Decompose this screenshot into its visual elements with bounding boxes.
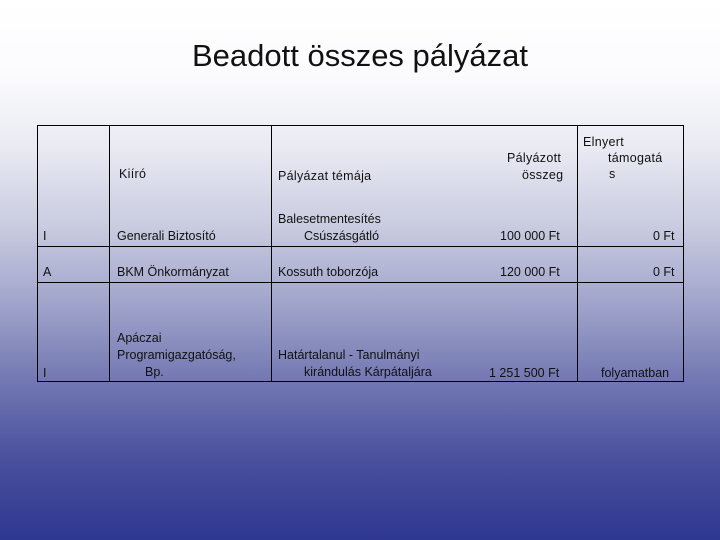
slide-title: Beadott összes pályázat <box>191 38 529 73</box>
cell-kiiro-line3: Bp. <box>145 365 164 379</box>
cell-kiiro-line1: Apáczai <box>117 331 162 345</box>
cell-osszeg: 100 000 Ft <box>500 229 560 243</box>
cell-tema-line2: kirándulás Kárpátaljára <box>304 365 432 379</box>
cell-tema-line1: Balesetmentesítés <box>278 212 381 226</box>
cell-tema-line1: Határtalanul - Tanulmányi <box>278 348 420 362</box>
column-divider <box>577 126 578 381</box>
cell-tema-line1: Kossuth toborzója <box>278 265 379 279</box>
header-tema: Pályázat témája <box>278 169 372 183</box>
column-divider <box>271 126 272 381</box>
cell-tema-line2: Csúszásgátló <box>304 229 380 243</box>
cell-kiiro: BKM Önkormányzat <box>117 265 229 279</box>
header-elnyert-line2: támogatá <box>608 151 663 165</box>
header-osszeg-line1: Pályázott <box>507 151 562 165</box>
cell-elnyert: 0 Ft <box>653 229 675 243</box>
cell-osszeg: 120 000 Ft <box>500 265 560 279</box>
header-elnyert-line3: s <box>609 167 616 181</box>
row-marker: I <box>43 366 47 380</box>
row-divider <box>38 282 683 283</box>
header-kiiro: Kiíró <box>119 167 147 181</box>
row-marker: I <box>43 229 47 243</box>
header-osszeg-line2: összeg <box>522 168 564 182</box>
header-elnyert-line1: Elnyert <box>583 135 625 149</box>
cell-osszeg: 1 251 500 Ft <box>489 366 560 380</box>
row-divider <box>38 246 683 247</box>
grant-table <box>37 125 684 382</box>
row-marker: A <box>43 265 52 279</box>
column-divider <box>109 126 110 381</box>
cell-elnyert: folyamatban <box>601 366 670 380</box>
cell-kiiro: Generali Biztosító <box>117 229 216 243</box>
cell-kiiro-line2: Programigazgatóság, <box>117 348 236 362</box>
cell-elnyert: 0 Ft <box>653 265 675 279</box>
